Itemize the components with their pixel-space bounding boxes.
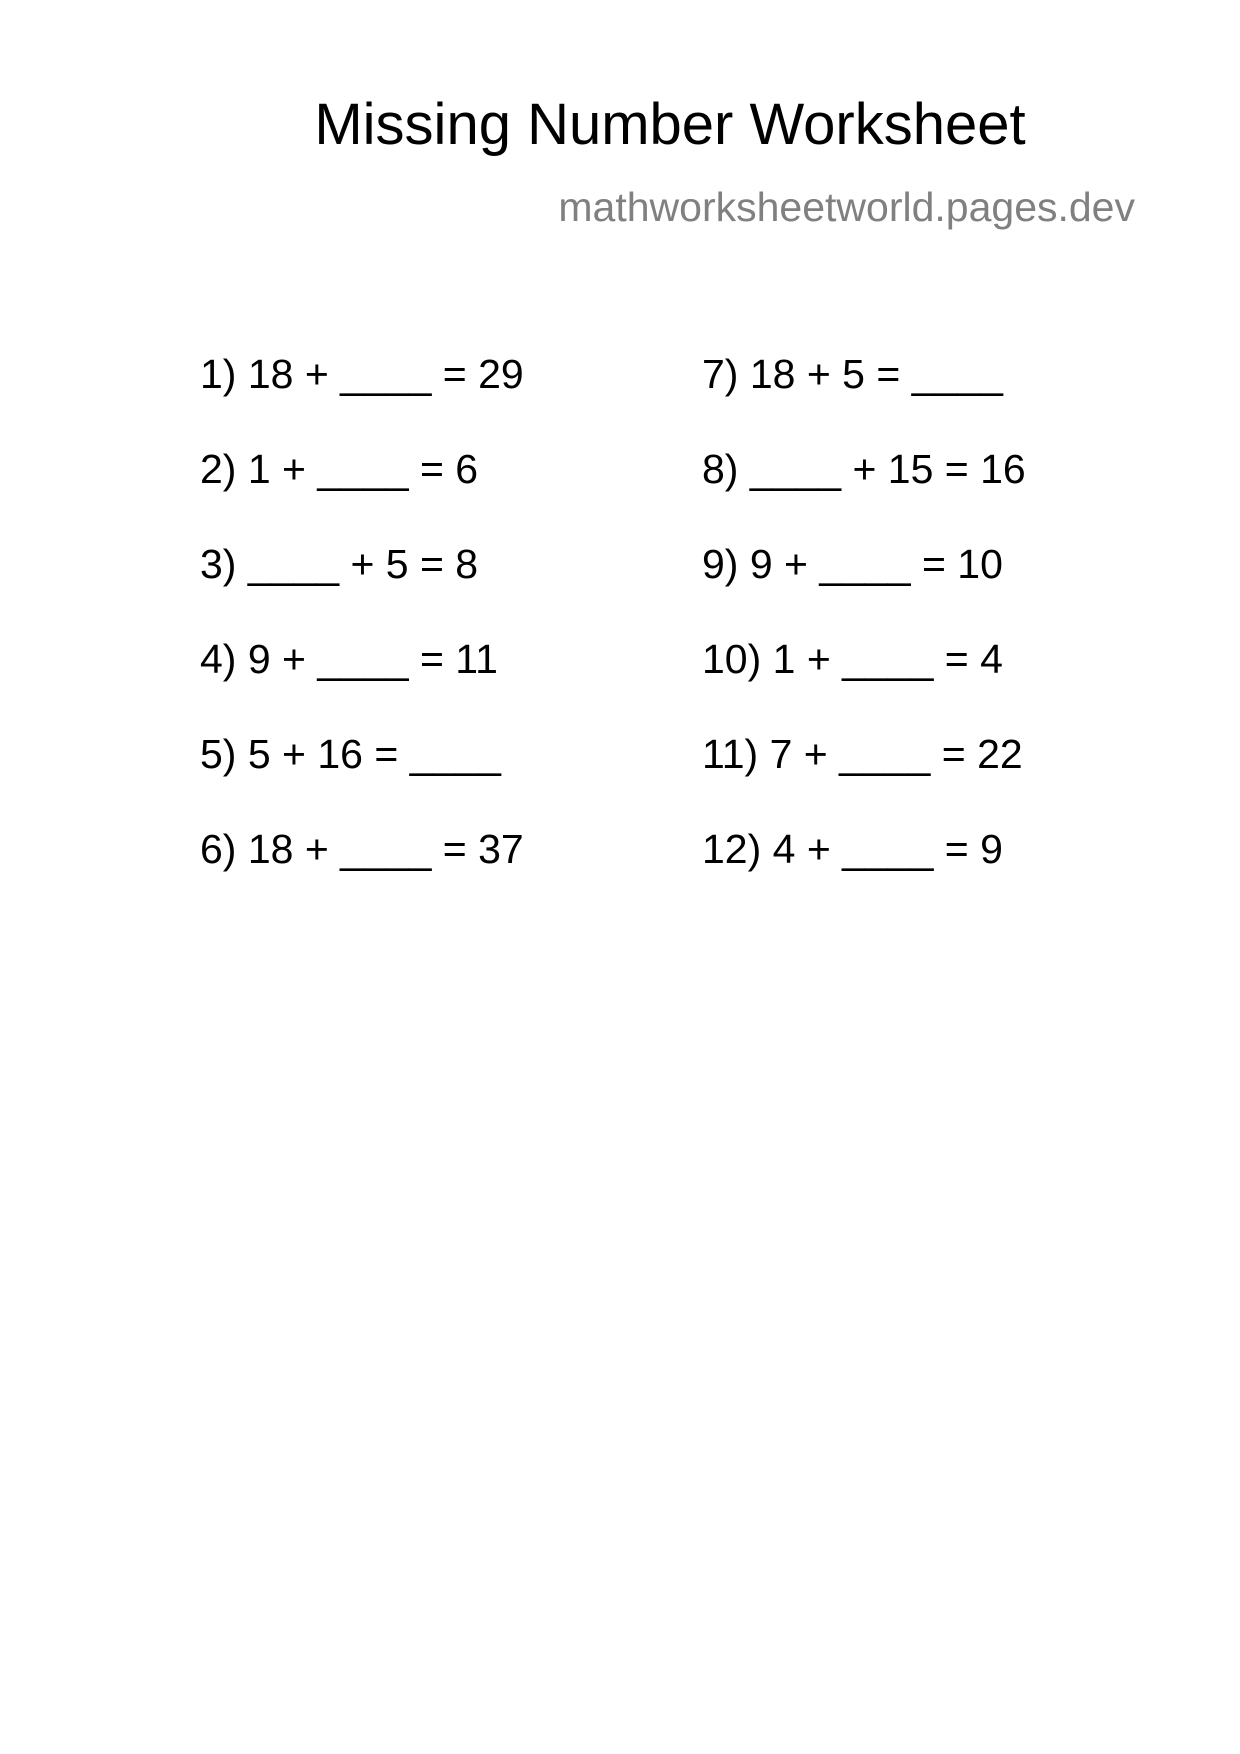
problem-10: 10) 1 + ____ = 4 [702,636,1003,682]
problem-column-left [200,351,524,924]
worksheet-title: Missing Number Worksheet [314,92,1026,157]
problem-3: 3) ____ + 5 = 8 [200,541,479,587]
problem-12: 12) 4 + ____ = 9 [702,826,1003,872]
problem-7: 7) 18 + 5 = ____ [702,351,1003,397]
problem-column-right [702,351,1026,924]
problem-6: 6) 18 + ____ = 37 [200,826,524,872]
problem-2: 2) 1 + ____ = 6 [200,446,479,492]
problem-8: 8) ____ + 15 = 16 [702,446,1026,492]
problem-9: 9) 9 + ____ = 10 [702,541,1003,587]
problem-11: 11) 7 + ____ = 22 [702,731,1023,777]
problem-4: 4) 9 + ____ = 11 [200,636,498,682]
problem-5: 5) 5 + 16 = ____ [200,731,501,777]
problem-1: 1) 18 + ____ = 29 [200,351,524,397]
website-url: mathworksheetworld.pages.dev [558,184,1135,230]
